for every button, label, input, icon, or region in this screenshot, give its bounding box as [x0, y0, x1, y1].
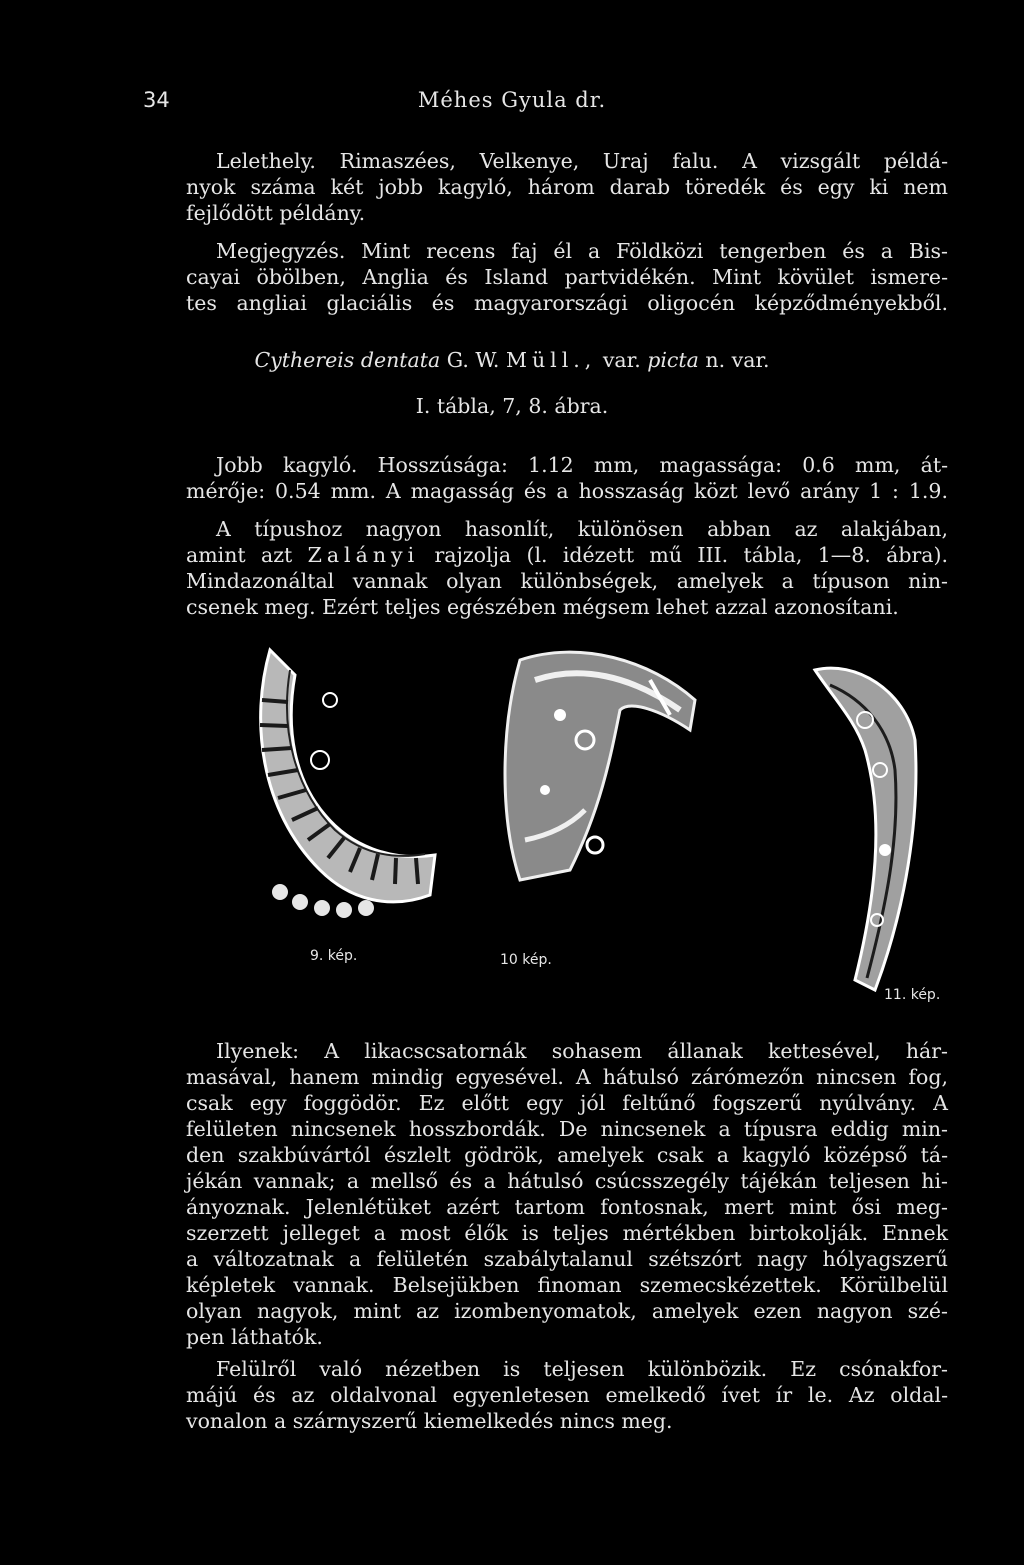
- text-line: vonalon a szárnyszerű kiemelkedés nincs meg.: [186, 1409, 673, 1433]
- paragraph-differences: [186, 1038, 948, 1350]
- text-line: szerzett jelleget a most élők is teljes mértékben birtokolják. Ennek: [186, 1221, 948, 1245]
- figure-9-caption: 9. kép.: [310, 948, 358, 964]
- text-fragment: rajzolja (l. idézett mű III. tábla, 1—8. ábra).: [434, 543, 948, 567]
- text-line: felületen nincsenek hosszbordák. De nincsenek a típusra eddig min-: [186, 1117, 948, 1141]
- species-author-prefix: G. W.: [446, 348, 500, 372]
- text-line: csenek meg. Ezért teljes egészében mégsem lehet azzal azonosítani.: [186, 595, 899, 619]
- species-var-label: var.: [602, 348, 641, 372]
- species-title: [0, 348, 1024, 372]
- species-suffix: n. var.: [705, 348, 770, 372]
- text-line: májú és az oldalvonal egyenletesen emelkedő ívet ír le. Az oldal-: [186, 1383, 948, 1407]
- figure-9-illustration: [240, 640, 440, 920]
- text-line: cayai öbölben, Anglia és Island partvidékén. Mint kövület ismere-: [186, 265, 948, 289]
- running-head: Méhes Gyula dr.: [417, 88, 607, 112]
- species-name: Cythereis dentata: [254, 348, 441, 372]
- text-line: pen láthatók.: [186, 1325, 323, 1349]
- text-line-author: [186, 542, 948, 568]
- text-line: nyok száma két jobb kagyló, három darab töredék és egy ki nem: [186, 175, 948, 199]
- text-line: fejlődött példány.: [186, 201, 366, 225]
- species-author: Müll.,: [505, 348, 597, 372]
- text-line: ányoznak. Jelenlétüket azért tartom fontosnak, mert mint ősi meg-: [186, 1195, 948, 1219]
- text-line: Ilyenek: A likacscsatornák sohasem állanak kettesével, hár-: [216, 1039, 948, 1063]
- figure-zone: [240, 640, 970, 1020]
- paragraph-measurements: [186, 452, 948, 504]
- paragraph-locality: [186, 148, 948, 226]
- text-line: jékán vannak; a mellső és a hátulsó csúcsszegély tájékán teljesen hi-: [186, 1169, 948, 1193]
- page-number: 34: [143, 88, 170, 112]
- figure-11-illustration: [795, 660, 925, 1000]
- text-line: Lelethely. Rimaszées, Velkenye, Uraj falu. A vizsgált példá-: [216, 149, 948, 173]
- text-line: A típushoz nagyon hasonlít, különösen abban az alakjában,: [216, 517, 948, 541]
- figure-10-illustration: [490, 640, 700, 890]
- author-name: Zalányi: [307, 543, 420, 567]
- paragraph-remark: [186, 238, 948, 316]
- page-header: [0, 88, 1024, 118]
- text-line: Mindazonáltal vannak olyan különbségek, amelyek a típuson nin-: [186, 569, 948, 593]
- text-line: masával, hanem mindig egyesével. A hátulsó zárómezőn nincsen fog,: [186, 1065, 948, 1089]
- text-line: olyan nagyok, mint az izombenyomatok, amelyek ezen nagyon szé-: [186, 1299, 948, 1323]
- text-line: képletek vannak. Belsejükben finoman szemecskézettek. Körülbelül: [186, 1273, 948, 1297]
- text-line: Jobb kagyló. Hosszúsága: 1.12 mm, magassága: 0.6 mm, át-: [216, 453, 948, 477]
- text-line: mérője: 0.54 mm. A magasság és a hosszaság közt levő arány 1 : 1.9.: [186, 479, 948, 503]
- text-line: Megjegyzés. Mint recens faj él a Földközi tengerben és a Bis-: [216, 239, 948, 263]
- text-line: Felülről való nézetben is teljesen különbözik. Ez csónakfor-: [216, 1357, 948, 1381]
- plate-reference: I. tábla, 7, 8. ábra.: [415, 394, 609, 418]
- text-line: csak egy foggödör. Ez előtt egy jól feltűnő fogszerű nyúlvány. A: [186, 1091, 948, 1115]
- text-line: tes angliai glaciális és magyarországi oligocén képződményekből.: [186, 291, 948, 315]
- figure-10-caption: 10 kép.: [500, 952, 552, 968]
- text-fragment: amint azt: [186, 543, 293, 567]
- variety-name: picta: [647, 348, 699, 372]
- text-line: den szakbúvártól észlelt gödrök, amelyek csak a kagyló középső tá-: [186, 1143, 948, 1167]
- text-line: a változatnak a felületén szabálytalanul szétszórt nagy hólyagszerű: [186, 1247, 948, 1271]
- paragraph-comparison: [186, 516, 948, 620]
- figure-11-caption: 11. kép.: [884, 987, 941, 1003]
- paragraph-top-view: [186, 1356, 948, 1434]
